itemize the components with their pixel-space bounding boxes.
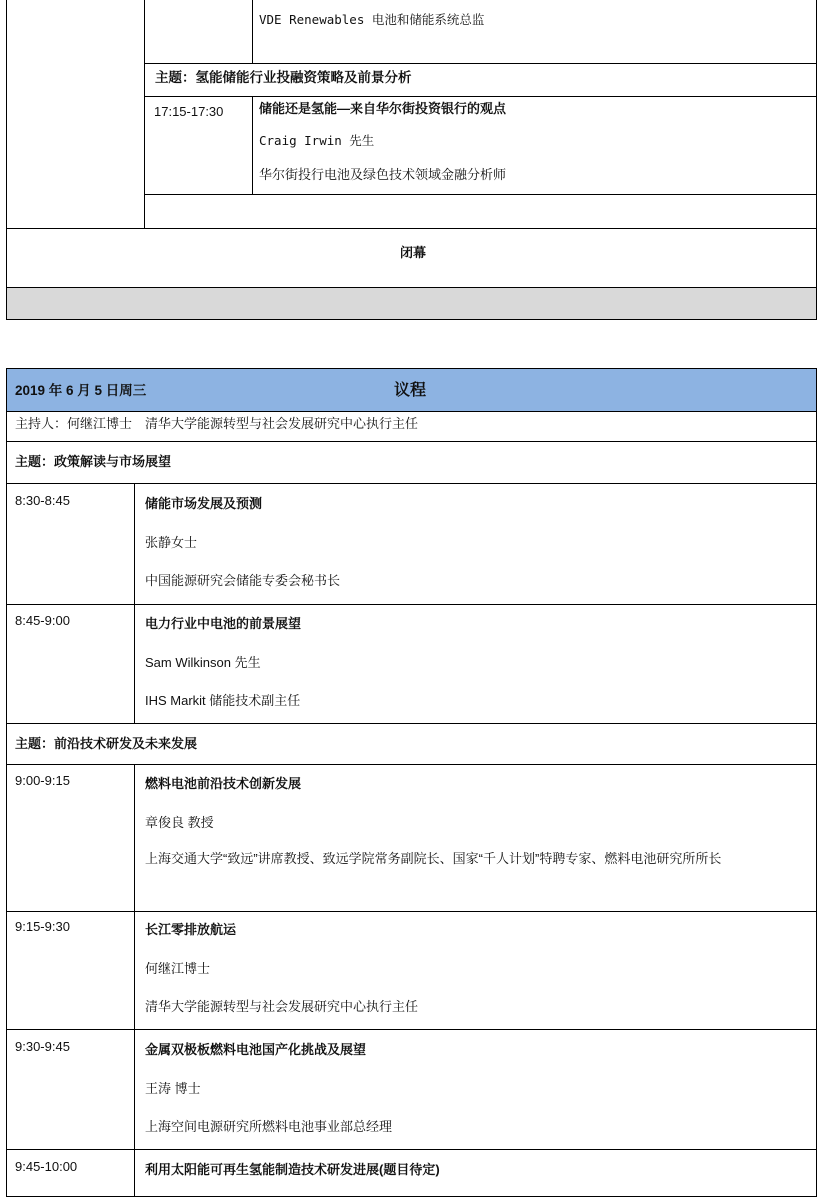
row-divider [7, 1029, 816, 1030]
session-affiliation: 清华大学能源转型与社会发展研究中心执行主任 [145, 999, 419, 1014]
agenda-table [6, 368, 817, 1197]
gray-footer-band [7, 287, 816, 319]
row-divider [144, 63, 816, 64]
row-divider [7, 604, 816, 605]
column-divider [252, 96, 253, 194]
session-speaker: 张静女士 [145, 535, 198, 550]
row-divider [144, 96, 816, 97]
session-speaker: Sam Wilkinson 先生 [145, 655, 261, 670]
session-title: 储能还是氢能—来自华尔街投资银行的观点 [259, 101, 507, 116]
row-divider [7, 483, 816, 484]
session-speaker: Craig Irwin 先生 [259, 133, 375, 148]
row-divider [7, 1149, 816, 1150]
previous-agenda-table [6, 0, 817, 320]
theme-heading: 主题：政策解读与市场展望 [15, 454, 172, 469]
row-divider [7, 723, 816, 724]
session-title: 燃料电池前沿技术创新发展 [145, 776, 302, 791]
agenda-heading: 议程 [394, 382, 427, 399]
session-title: 储能市场发展及预测 [145, 496, 263, 511]
session-speaker: 章俊良 教授 [145, 815, 214, 830]
session-affiliation: 上海空间电源研究所燃料电池事业部总经理 [145, 1119, 393, 1134]
host-line: 主持人：何继江博士 清华大学能源转型与社会发展研究中心执行主任 [15, 416, 419, 431]
session-affiliation: 华尔街投行电池及绿色技术领域金融分析师 [259, 167, 507, 182]
column-divider [134, 483, 135, 723]
session-affiliation: 上海交通大学“致远”讲席教授、致远学院常务副院长、国家“千人计划”特聘专家、燃料电池研究所所长 [145, 851, 722, 866]
theme-heading: 主题：氢能储能行业投融资策略及前景分析 [155, 70, 412, 85]
session-affiliation: IHS Markit 储能技术副主任 [145, 693, 301, 708]
session-speaker: 王涛 博士 [145, 1081, 201, 1096]
previous-speaker-title: VDE Renewables 电池和储能系统总监 [259, 12, 485, 27]
agenda-date: 2019 年 6 月 5 日周三 [15, 383, 147, 398]
session-time: 8:45-9:00 [15, 613, 70, 628]
row-divider [7, 441, 816, 442]
closing-label: 闭幕 [400, 245, 427, 260]
session-time: 17:15-17:30 [154, 104, 224, 119]
session-time: 9:00-9:15 [15, 773, 70, 788]
session-time: 9:30-9:45 [15, 1039, 70, 1054]
row-divider [7, 911, 816, 912]
session-speaker: 何继江博士 [145, 961, 211, 976]
row-divider [144, 194, 816, 195]
row-divider [7, 228, 816, 229]
session-title: 利用太阳能可再生氢能制造技术研发进展(题目待定) [145, 1162, 440, 1177]
column-divider [252, 0, 253, 63]
session-title: 金属双极板燃料电池国产化挑战及展望 [145, 1042, 367, 1057]
theme-heading: 主题：前沿技术研发及未来发展 [15, 736, 198, 751]
session-time: 9:15-9:30 [15, 919, 70, 934]
session-title: 电力行业中电池的前景展望 [145, 616, 302, 631]
session-title: 长江零排放航运 [145, 922, 237, 937]
session-time: 9:45-10:00 [15, 1159, 78, 1174]
agenda-header [7, 369, 816, 412]
column-divider [134, 764, 135, 1196]
session-time: 8:30-8:45 [15, 493, 70, 508]
session-affiliation: 中国能源研究会储能专委会秘书长 [145, 573, 341, 588]
row-divider [7, 764, 816, 765]
